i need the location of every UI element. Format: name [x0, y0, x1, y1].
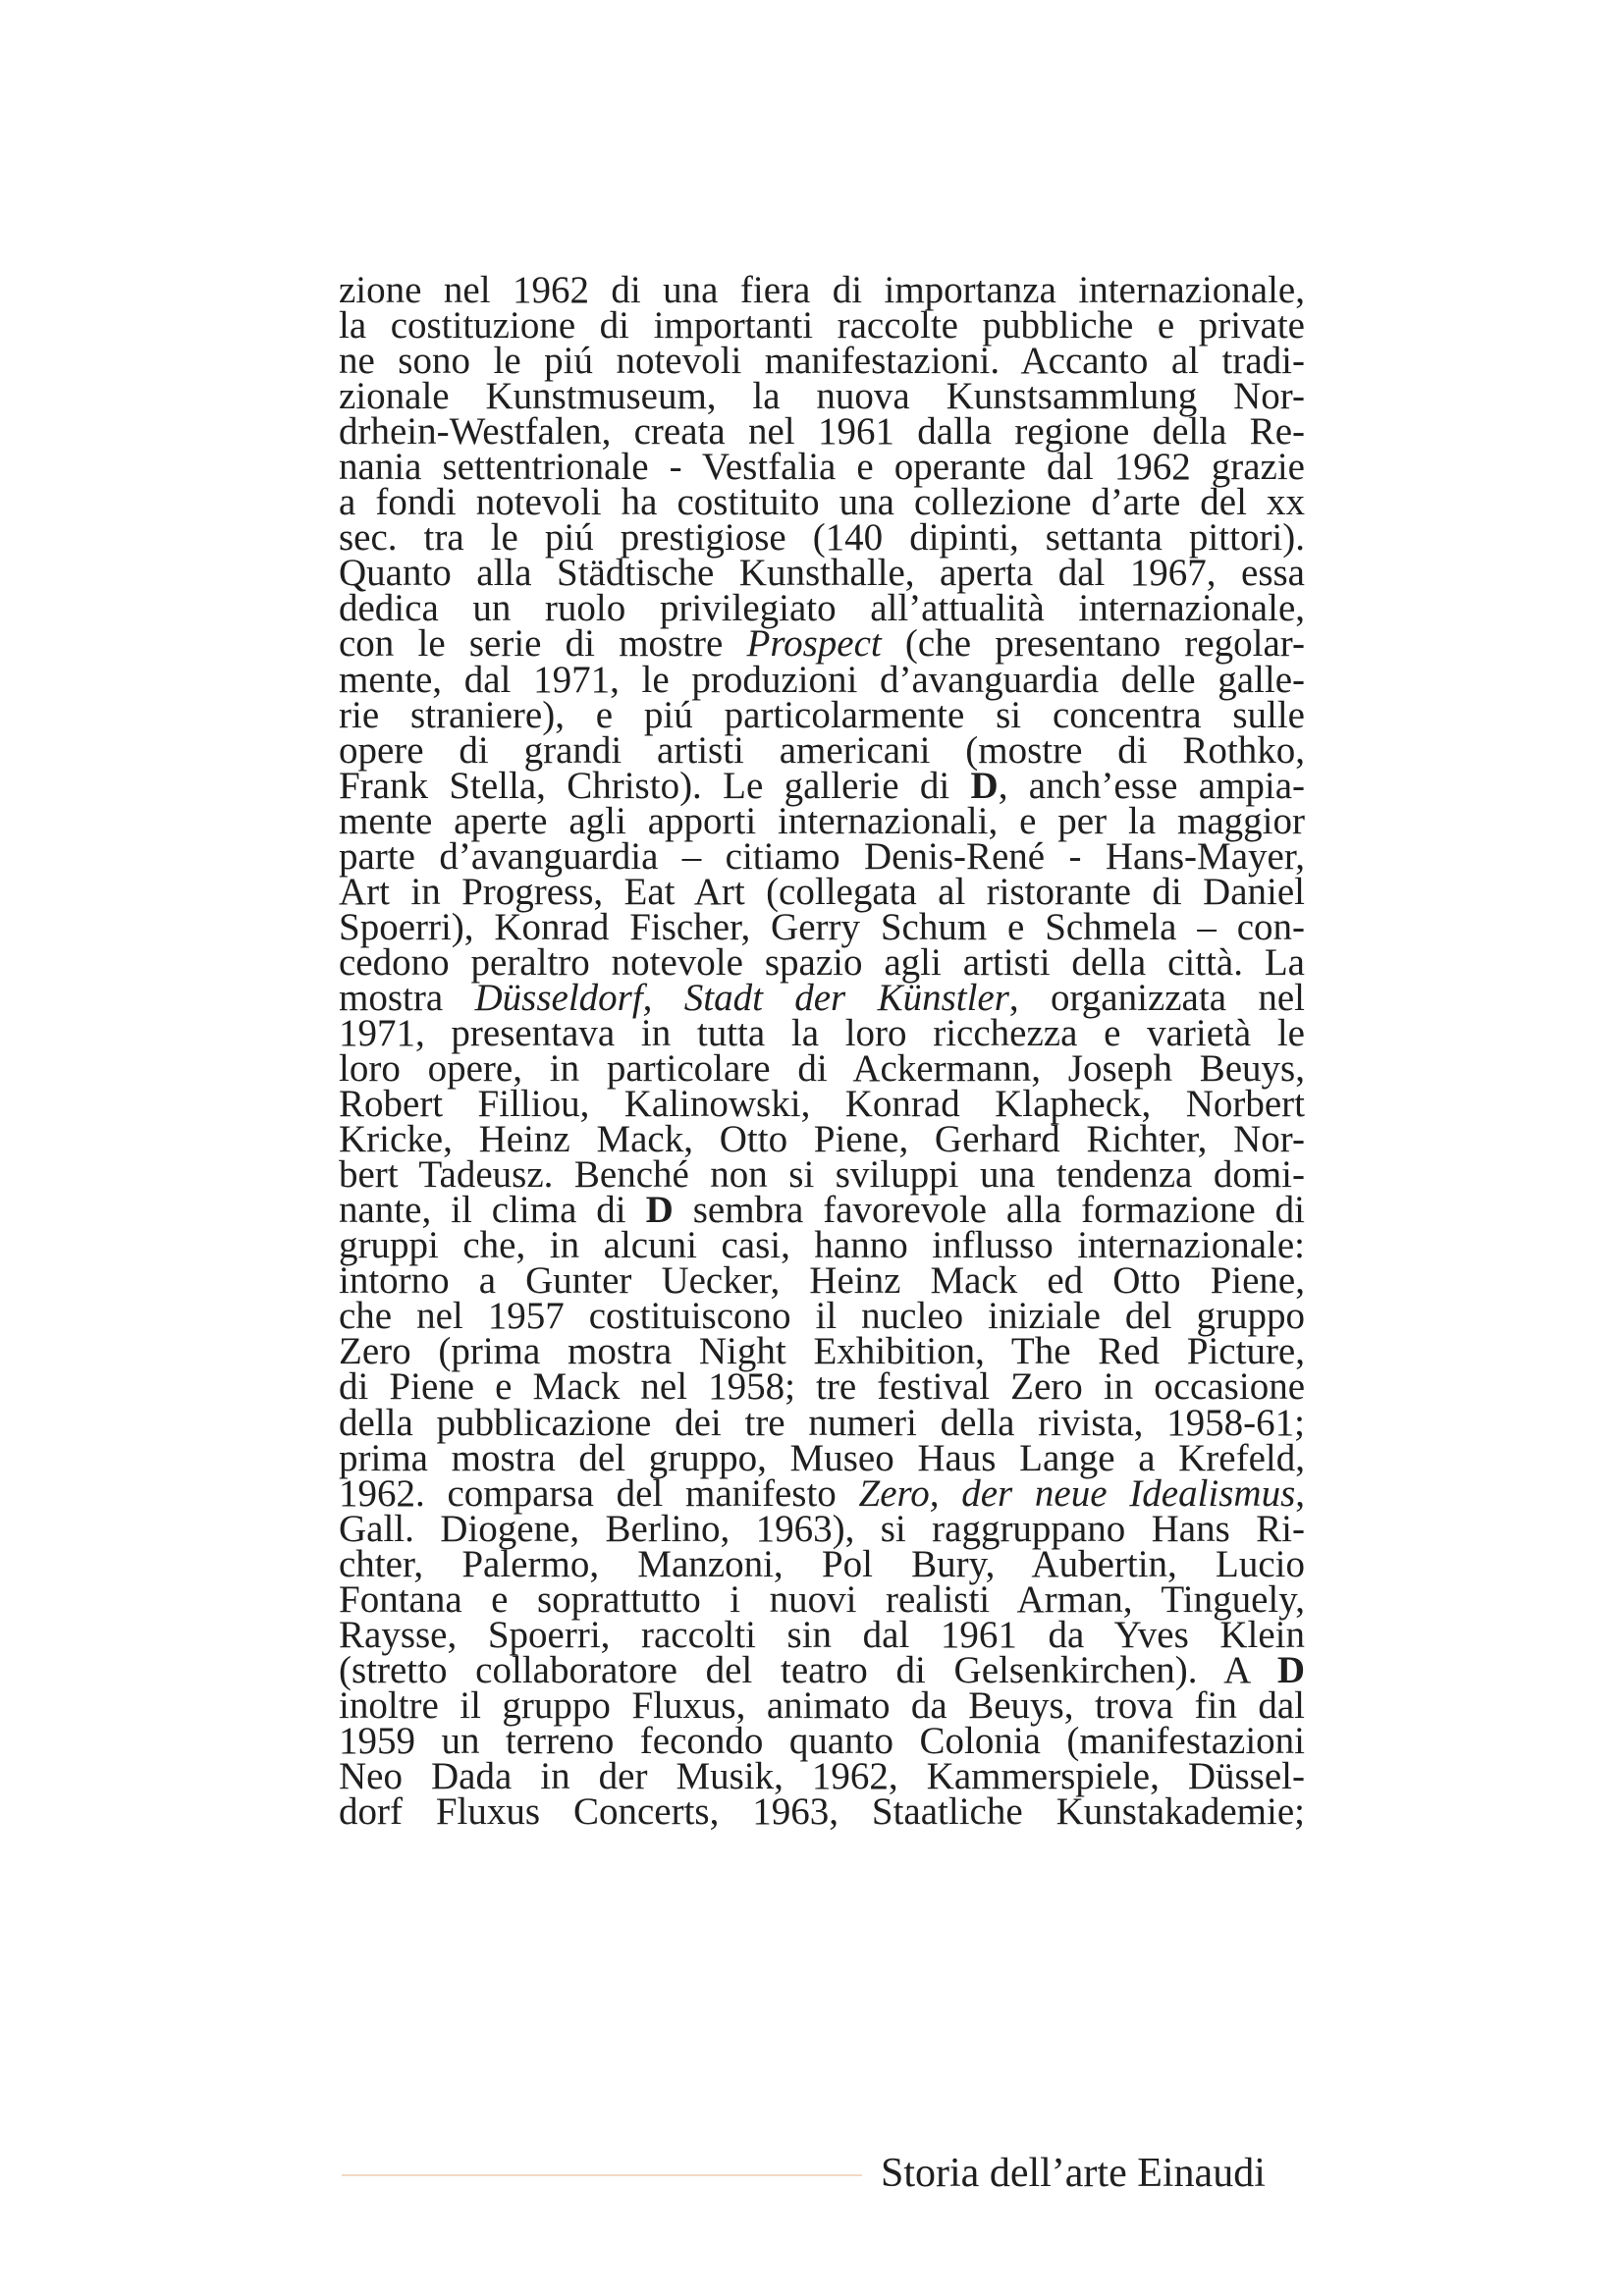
- text-line: [339, 1401, 1305, 1444]
- text-run: (che presentano regolar-: [881, 622, 1305, 666]
- text-run: 1971, presentava in tutta la loro ricchezza e varietà le: [339, 1011, 1305, 1054]
- footer-title: Storia dell’arte Einaudi: [881, 2151, 1266, 2196]
- text-run: di Piene e Mack nel 1958; tre festival Zero in occasione: [339, 1365, 1305, 1409]
- text-line: [339, 870, 1305, 913]
- text-line: [339, 1083, 1305, 1126]
- text-run: sembra favorevole alla formazione di: [673, 1189, 1306, 1232]
- text-run: Frank Stella, Christo). Le gallerie di: [339, 764, 971, 807]
- text-run: nania settentrionale - Vestfalia e operante dal 1962 grazie: [339, 446, 1305, 489]
- text-line: [339, 693, 1305, 736]
- text-run: chter, Palermo, Manzoni, Pol Bury, Aubertin, Lucio: [339, 1542, 1305, 1585]
- text-run: bert Tadeusz. Benché non si sviluppi una tendenza domi-: [339, 1153, 1305, 1197]
- text-line: [339, 269, 1305, 311]
- text-run: , anch’esse ampia-: [998, 764, 1305, 807]
- text-line: [339, 1011, 1305, 1054]
- text-line: [339, 1577, 1305, 1621]
- text-run: zionale Kunstmuseum, la nuova Kunstsammlung Nor-: [339, 375, 1305, 418]
- text-run: dorf Fluxus Concerts, 1963, Staatliche Kunstakademie;: [339, 1790, 1305, 1834]
- text-run: prima mostra del gruppo, Museo Haus Lange a Krefeld,: [339, 1436, 1305, 1479]
- text-line: [339, 552, 1305, 595]
- text-run: intorno a Gunter Uecker, Heinz Mack ed Otto Piene,: [339, 1259, 1305, 1303]
- text-line: [339, 728, 1305, 772]
- text-run: rie straniere), e piú particolarmente si concentra sulle: [339, 693, 1305, 736]
- italic-title: Prospect: [746, 622, 882, 666]
- text-line: [339, 516, 1305, 560]
- text-line: [339, 481, 1305, 524]
- text-line: [339, 340, 1305, 383]
- text-line: [339, 1648, 1305, 1691]
- text-run: Neo Dada in der Musik, 1962, Kammerspiele, Düssel-: [339, 1754, 1305, 1797]
- text-line: [339, 1507, 1305, 1550]
- italic-title: Düsseldorf, Stadt der Künstler: [474, 976, 1009, 1019]
- text-line: [339, 1436, 1305, 1479]
- bold-abbreviation: D: [1276, 1648, 1305, 1691]
- text-line: [339, 1683, 1305, 1727]
- text-line: [339, 1471, 1306, 1515]
- body-text: [339, 269, 1306, 1834]
- text-line: [339, 940, 1305, 984]
- text-run: Fontana e soprattutto i nuovi realisti Arman, Tinguely,: [339, 1577, 1305, 1621]
- text-run: 1959 un terreno fecondo quanto Colonia (manifestazioni: [339, 1719, 1305, 1762]
- text-run: ,: [1295, 1471, 1306, 1515]
- text-line: [339, 1754, 1305, 1797]
- text-line: [339, 1189, 1306, 1232]
- italic-title: Zero, der neue Idealismus: [858, 1471, 1296, 1515]
- text-run: , organizzata nel: [1008, 976, 1305, 1019]
- text-run: mostra: [339, 976, 475, 1019]
- text-run: Kricke, Heinz Mack, Otto Piene, Gerhard Richter, Nor-: [339, 1118, 1305, 1161]
- text-line: [339, 658, 1305, 701]
- bold-abbreviation: D: [970, 764, 999, 807]
- text-line: [339, 1259, 1305, 1303]
- text-run: 1962. comparsa del manifesto: [339, 1471, 859, 1515]
- text-run: a fondi notevoli ha costituito una collezione d’arte del xx: [339, 481, 1305, 524]
- text-run: Art in Progress, Eat Art (collegata al ristorante di Daniel: [339, 870, 1305, 913]
- text-line: [339, 976, 1305, 1019]
- text-run: Gall. Diogene, Berlino, 1963), si raggruppano Hans Ri-: [339, 1507, 1305, 1550]
- text-line: [339, 1153, 1305, 1197]
- text-line: [339, 1330, 1305, 1373]
- text-run: Quanto alla Städtische Kunsthalle, aperta dal 1967, essa: [339, 552, 1305, 595]
- text-line: [339, 1118, 1305, 1161]
- text-run: dedica un ruolo privilegiato all’attualità internazionale,: [339, 587, 1305, 630]
- text-run: Zero (prima mostra Night Exhibition, The Red Picture,: [339, 1330, 1305, 1373]
- text-run: Raysse, Spoerri, raccolti sin dal 1961 da Yves Klein: [339, 1613, 1305, 1656]
- text-run: gruppi che, in alcuni casi, hanno influsso internazionale:: [339, 1224, 1305, 1267]
- text-line: [339, 799, 1305, 842]
- text-line: [339, 587, 1305, 630]
- text-line: [339, 1365, 1305, 1409]
- text-run: sec. tra le piú prestigiose (140 dipinti, settanta pittori).: [339, 516, 1305, 560]
- text-line: [339, 834, 1305, 878]
- text-run: ne sono le piú notevoli manifestazioni. Accanto al tradi-: [339, 340, 1305, 383]
- text-run: zione nel 1962 di una fiera di importanza internazionale,: [339, 269, 1305, 311]
- text-line: [339, 905, 1305, 948]
- text-line: [339, 1542, 1305, 1585]
- text-run: opere di grandi artisti americani (mostre di Rothko,: [339, 728, 1305, 772]
- text-line: [339, 1790, 1305, 1834]
- text-line: [339, 1224, 1305, 1267]
- text-run: la costituzione di importanti raccolte pubbliche e private: [339, 304, 1305, 347]
- text-run: cedono peraltro notevole spazio agli artisti della città. La: [339, 940, 1305, 984]
- text-run: con le serie di mostre: [339, 622, 747, 666]
- text-run: che nel 1957 costituiscono il nucleo iniziale del gruppo: [339, 1295, 1305, 1338]
- text-run: mente, dal 1971, le produzioni d’avanguardia delle galle-: [339, 658, 1305, 701]
- text-run: della pubblicazione dei tre numeri della rivista, 1958-61;: [339, 1401, 1305, 1444]
- text-line: [339, 764, 1305, 807]
- text-line: [339, 1295, 1305, 1338]
- text-line: [339, 375, 1305, 418]
- text-run: parte d’avanguardia – citiamo Denis-René - Hans-Mayer,: [339, 834, 1305, 878]
- text-line: [339, 1613, 1305, 1656]
- text-run: (stretto collaboratore del teatro di Gelsenkirchen). A: [339, 1648, 1277, 1691]
- text-run: mente aperte agli apporti internazionali, e per la maggior: [339, 799, 1305, 842]
- text-run: Spoerri), Konrad Fischer, Gerry Schum e Schmela – con-: [339, 905, 1305, 948]
- text-line: [339, 446, 1305, 489]
- footer-rule: [342, 2174, 862, 2176]
- text-run: inoltre il gruppo Fluxus, animato da Beuys, trova fin dal: [339, 1683, 1305, 1727]
- text-line: [339, 410, 1305, 454]
- bold-abbreviation: D: [645, 1189, 674, 1232]
- text-line: [339, 304, 1305, 347]
- text-run: drhein-Westfalen, creata nel 1961 dalla regione della Re-: [339, 410, 1305, 454]
- text-run: nante, il clima di: [339, 1189, 646, 1232]
- text-run: Robert Filliou, Kalinowski, Konrad Klapheck, Norbert: [339, 1083, 1305, 1126]
- text-line: [339, 1719, 1305, 1762]
- text-line: [339, 622, 1305, 666]
- text-line: [339, 1047, 1305, 1091]
- text-run: loro opere, in particolare di Ackermann, Joseph Beuys,: [339, 1047, 1305, 1091]
